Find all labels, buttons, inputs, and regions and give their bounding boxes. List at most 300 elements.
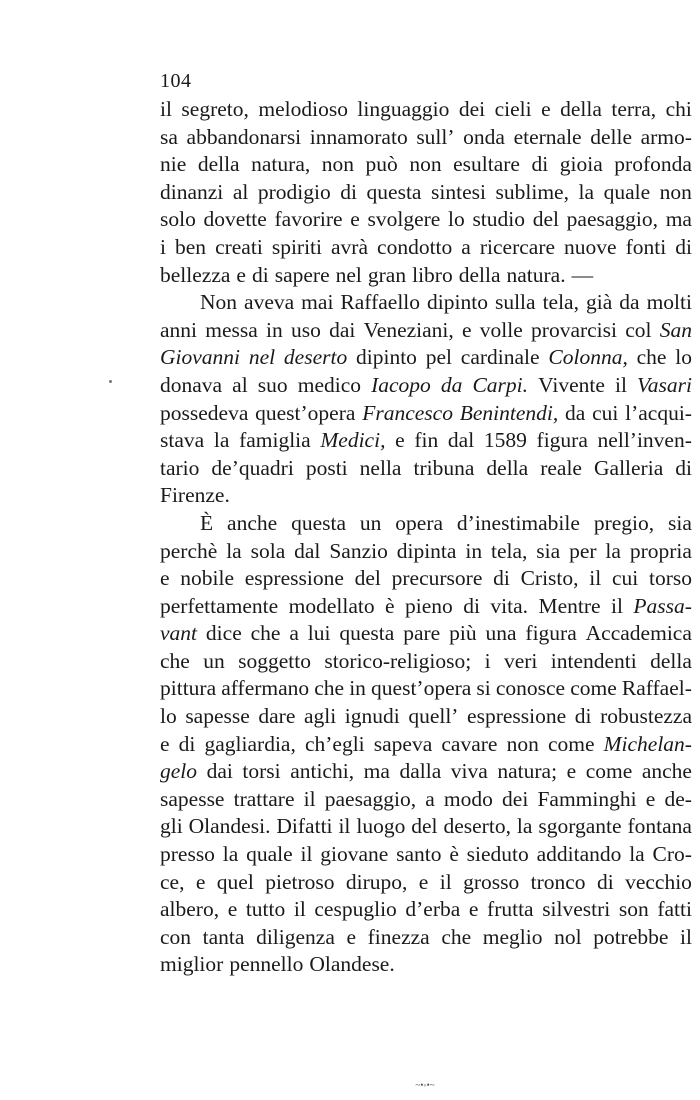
word: affermano	[221, 676, 310, 701]
word: di	[675, 455, 692, 480]
word: soggetto	[238, 648, 311, 673]
word: —	[571, 262, 594, 287]
word: si	[476, 676, 491, 701]
word: anche	[641, 759, 692, 784]
word: pel	[425, 345, 452, 370]
word: che	[250, 621, 281, 646]
word: e	[566, 759, 577, 784]
word: e	[236, 262, 246, 287]
text-line	[160, 289, 692, 317]
word: conosce	[495, 676, 566, 701]
word: il	[303, 786, 316, 811]
word: espressione	[244, 566, 344, 591]
word: Galleria	[594, 455, 664, 480]
word: famiglia	[239, 428, 311, 453]
word: sull’	[416, 124, 455, 149]
word: tanta	[202, 924, 245, 949]
text-line	[160, 344, 692, 372]
word: diligenza	[256, 924, 335, 949]
word: cui	[611, 566, 639, 591]
italic-word: Francesco	[362, 400, 453, 425]
word: la	[605, 538, 621, 563]
italic-word: Medici,	[320, 428, 386, 453]
word: che	[160, 648, 190, 673]
word: robustezza	[600, 704, 692, 729]
word: uso	[291, 317, 321, 342]
word: la	[629, 842, 645, 867]
word: tutto	[245, 897, 286, 922]
word: gioia	[559, 152, 603, 177]
word: dice	[205, 621, 242, 646]
word: sia	[536, 538, 561, 563]
word: dai	[329, 317, 356, 342]
word: paesaggio,	[324, 786, 417, 811]
word: nol	[554, 924, 582, 949]
word: onda	[463, 124, 505, 149]
text-line	[160, 924, 692, 952]
word: dinanzi	[160, 179, 224, 204]
word: che	[441, 924, 472, 949]
word: chi	[665, 97, 692, 121]
word: Olandese.	[309, 952, 395, 977]
word: di	[675, 234, 692, 259]
word: ignudi	[344, 704, 400, 729]
word: come	[585, 759, 633, 784]
page-number: 104	[160, 70, 192, 92]
word: e	[395, 428, 405, 453]
word: da	[619, 290, 640, 315]
word: a	[461, 234, 471, 259]
word: può	[365, 152, 398, 177]
word: precursore	[391, 566, 483, 591]
word: tela,	[542, 290, 579, 315]
word: pregio,	[593, 510, 655, 535]
word: silvestri	[542, 897, 611, 922]
word: 1589	[483, 428, 527, 453]
word: al	[232, 179, 249, 204]
word: presso	[160, 842, 215, 867]
italic-word: Iacopo	[371, 372, 431, 397]
word: Veneziani,	[363, 317, 454, 342]
word: come	[547, 731, 595, 756]
word: la	[222, 842, 239, 867]
word: posti	[305, 455, 348, 480]
word: è	[449, 842, 459, 867]
word: solo	[160, 207, 196, 232]
word: viva	[450, 759, 488, 784]
word: come	[570, 676, 617, 701]
word: messa	[205, 317, 258, 342]
word: torsi	[242, 759, 281, 784]
word: segreto,	[181, 97, 249, 121]
text-line	[160, 234, 692, 262]
word: sa	[160, 124, 178, 149]
word: della	[197, 152, 240, 177]
text-line	[160, 620, 692, 648]
word: fin	[414, 428, 439, 453]
word: la	[516, 814, 533, 839]
word: cieli	[494, 97, 532, 121]
word: i	[484, 648, 491, 673]
word: in	[266, 317, 283, 342]
word: del	[354, 566, 381, 591]
word: non	[321, 152, 355, 177]
word: di	[531, 152, 549, 177]
word: perchè	[160, 538, 218, 563]
word: non	[506, 731, 539, 756]
text-line	[160, 372, 692, 400]
word: cavare	[441, 731, 498, 756]
word: lo	[675, 345, 692, 370]
text-line	[160, 593, 692, 621]
word: sapeva	[373, 731, 433, 756]
end-ornament: ~•◦•~	[415, 1080, 435, 1090]
text-line	[160, 951, 692, 979]
word: bellezza	[160, 262, 231, 287]
text-line	[160, 896, 692, 924]
italic-word: Giovanni	[160, 345, 241, 370]
word: nell’inven-	[597, 428, 692, 453]
word: tronco	[530, 869, 586, 894]
word: il	[611, 593, 623, 618]
word: dal	[447, 428, 475, 453]
word: di	[340, 179, 358, 204]
word: dei	[458, 97, 486, 121]
ink-speck	[109, 380, 112, 383]
word: Cro-	[652, 842, 692, 867]
word: reale	[540, 455, 582, 480]
word: frutta	[487, 897, 534, 922]
word: quest’opera	[255, 400, 356, 425]
word: col	[625, 317, 652, 342]
word: e	[462, 317, 472, 342]
word: Sanzio	[329, 538, 388, 563]
word: d’inestimabile	[456, 510, 580, 535]
word: innamorato	[309, 124, 408, 149]
word: una	[485, 621, 517, 646]
word: svolgere	[367, 207, 441, 232]
text-line	[160, 538, 692, 566]
word: giovane	[320, 842, 389, 867]
word: pare	[403, 621, 441, 646]
word: melodioso	[258, 97, 348, 121]
word: dare	[258, 704, 296, 729]
word: il	[589, 566, 602, 591]
word: terra,	[611, 97, 657, 121]
word: il	[300, 842, 313, 867]
word: il	[439, 869, 452, 894]
word: pittura	[160, 676, 217, 701]
text-line	[160, 869, 692, 897]
word: per	[569, 538, 597, 563]
word: di	[251, 262, 269, 287]
word: finezza	[367, 924, 430, 949]
word: Vivente	[538, 372, 605, 397]
word: la	[578, 179, 595, 204]
word: additando	[536, 842, 622, 867]
word: prodigio	[257, 179, 331, 204]
word: ma	[363, 759, 390, 784]
word: luogo	[356, 814, 406, 839]
word: Mentre	[538, 593, 601, 618]
word: tribuna	[413, 455, 475, 480]
word: volle	[479, 317, 523, 342]
word: pieno	[405, 593, 453, 618]
word: possedeva	[160, 400, 249, 425]
word: natura.	[506, 262, 566, 287]
word: anche	[227, 510, 278, 535]
word: fonti	[625, 234, 667, 259]
word: nuove	[564, 234, 617, 259]
text-line	[160, 675, 692, 703]
word: cardinale	[460, 345, 540, 370]
word: favorire	[274, 207, 343, 232]
word: gagliardia,	[204, 731, 296, 756]
text-line	[160, 179, 692, 207]
word: di	[463, 593, 480, 618]
word: sulla	[494, 290, 536, 315]
word: dipinto	[356, 345, 417, 370]
word: Firenze.	[160, 483, 230, 508]
word: santo	[396, 842, 442, 867]
word: mai	[301, 290, 334, 315]
word: al	[232, 372, 248, 397]
word: propria	[629, 538, 692, 563]
word: anni	[160, 317, 198, 342]
word: nel	[335, 262, 362, 287]
word: del	[411, 814, 438, 839]
word: opera	[395, 510, 444, 535]
word: più	[449, 621, 477, 646]
word: deserto,	[443, 814, 511, 839]
word: Raffael-	[621, 676, 692, 701]
italic-word: Michelan-	[603, 731, 692, 756]
word: nie	[160, 152, 187, 177]
word: veri	[503, 648, 538, 673]
text-line	[160, 813, 692, 841]
word: tario	[160, 455, 200, 480]
word: libro	[412, 262, 453, 287]
word: di	[596, 869, 614, 894]
word: Olandesi.	[188, 814, 271, 839]
word: torso	[648, 566, 692, 591]
word: provarcisi	[531, 317, 617, 342]
word: dal	[294, 538, 321, 563]
word: aveva	[244, 290, 295, 315]
word: la	[213, 428, 230, 453]
text-line	[160, 400, 692, 428]
word: natura;	[497, 759, 558, 784]
word: medico	[297, 372, 362, 397]
word: l’acqui-	[625, 400, 692, 425]
word: quale	[603, 179, 651, 204]
italic-word: da	[440, 372, 463, 397]
word: dai	[206, 759, 233, 784]
word: questa	[339, 621, 395, 646]
text-line	[160, 758, 692, 786]
word: di	[493, 566, 510, 591]
word: sieduto	[466, 842, 529, 867]
word: de-	[664, 786, 692, 811]
word: questa	[366, 179, 422, 204]
word: vecchio	[625, 869, 692, 894]
word: che	[636, 345, 667, 370]
word: studio	[472, 207, 526, 232]
word: d’erba	[405, 897, 461, 922]
word: sola	[250, 538, 286, 563]
word: non	[409, 152, 442, 177]
word: già	[585, 290, 613, 315]
word: eternale	[513, 124, 582, 149]
text-line	[160, 427, 692, 455]
word: modellato	[288, 593, 375, 618]
word: profonda	[614, 152, 692, 177]
word: potrebbe	[593, 924, 669, 949]
italic-word: nel	[248, 345, 276, 370]
word: il	[680, 924, 692, 949]
word: Non	[200, 290, 238, 315]
word: lo	[160, 704, 177, 729]
word: Accademica	[585, 621, 692, 646]
word: del	[532, 207, 559, 232]
text-line	[160, 786, 692, 814]
text-line	[160, 317, 692, 345]
word: che	[314, 676, 345, 701]
word: sgorgante	[538, 814, 622, 839]
italic-word: Passa-	[633, 593, 692, 618]
word: modo	[443, 786, 493, 811]
word: nobile	[180, 566, 235, 591]
text-line	[160, 455, 692, 483]
word: della	[458, 262, 501, 287]
word: grosso	[463, 869, 520, 894]
word: quale	[246, 842, 293, 867]
word: della	[560, 97, 602, 121]
text-line	[160, 151, 692, 179]
word: ben	[175, 234, 207, 259]
word: suo	[257, 372, 288, 397]
word: e	[468, 897, 479, 922]
text-line	[160, 648, 692, 676]
text-line	[160, 565, 692, 593]
word: avrà	[331, 234, 369, 259]
word: dipinta	[396, 538, 457, 563]
word: armo-	[640, 124, 692, 149]
word: dovette	[203, 207, 267, 232]
italic-word: Colonna,	[548, 345, 628, 370]
word: figura	[536, 428, 588, 453]
word: trattare	[233, 786, 295, 811]
word: in	[465, 538, 483, 563]
word: e	[541, 97, 551, 121]
word: paesaggio,	[566, 207, 659, 232]
word: natura,	[251, 152, 311, 177]
word: della	[650, 648, 692, 673]
word: antichi,	[290, 759, 355, 784]
word: ch’egli	[304, 731, 365, 756]
text-line	[160, 96, 692, 124]
word: ricercare	[479, 234, 556, 259]
word: pietroso	[265, 869, 335, 894]
text-line	[160, 841, 692, 869]
word: il	[160, 97, 172, 121]
word: condotto	[377, 234, 453, 259]
word: nella	[359, 455, 402, 480]
text-line	[160, 510, 692, 538]
word: i	[160, 234, 166, 259]
word: a	[289, 621, 299, 646]
italic-word: Vasari	[637, 372, 692, 397]
word: sapesse	[185, 704, 250, 729]
body-text	[160, 96, 692, 979]
word: miglior	[160, 952, 224, 977]
word: Difatti	[276, 814, 333, 839]
word: linguaggio	[357, 97, 450, 121]
word: il	[338, 814, 351, 839]
word: lo	[448, 207, 465, 232]
word: dei	[502, 786, 529, 811]
italic-word: vant	[160, 621, 198, 646]
word: È	[200, 510, 214, 535]
word: tela,	[490, 538, 528, 563]
word: sia	[668, 510, 692, 535]
word: con	[160, 924, 192, 949]
word: il	[614, 372, 627, 397]
word: gran	[367, 262, 407, 287]
word: creati	[215, 234, 263, 259]
word: il	[293, 897, 306, 922]
italic-word: Carpi.	[472, 372, 529, 397]
text-line	[160, 731, 692, 759]
word: non	[659, 179, 692, 204]
word: e	[350, 207, 360, 232]
word: quest’opera	[371, 676, 472, 701]
word: e	[227, 897, 238, 922]
word: spiriti	[271, 234, 322, 259]
word: di	[178, 731, 196, 756]
word: e	[195, 869, 206, 894]
word: storico-religioso;	[324, 648, 472, 673]
word: pennello	[229, 952, 304, 977]
word: dipinto	[427, 290, 488, 315]
word: Cristo,	[520, 566, 579, 591]
word: albero,	[160, 897, 220, 922]
word: di	[574, 704, 592, 729]
text-line	[160, 262, 692, 290]
text-line	[160, 482, 692, 510]
word: sapesse	[160, 786, 225, 811]
word: perfettamente	[160, 593, 279, 618]
word: sapere	[274, 262, 330, 287]
word: dirupo,	[345, 869, 408, 894]
word: delle	[590, 124, 632, 149]
word: gli	[160, 814, 183, 839]
word: son	[618, 897, 649, 922]
word: de’quadri	[211, 455, 294, 480]
word: fatti	[657, 897, 692, 922]
word: dalla	[399, 759, 442, 784]
word: molti	[646, 290, 692, 315]
word: e	[346, 924, 357, 949]
word: fontana	[627, 814, 692, 839]
word: cespuglio	[314, 897, 397, 922]
italic-word: San	[659, 317, 692, 342]
italic-word: Benintendi,	[459, 400, 559, 425]
word: la	[226, 538, 242, 563]
word: intendenti	[550, 648, 637, 673]
word: vita.	[490, 593, 529, 618]
word: e	[160, 731, 170, 756]
